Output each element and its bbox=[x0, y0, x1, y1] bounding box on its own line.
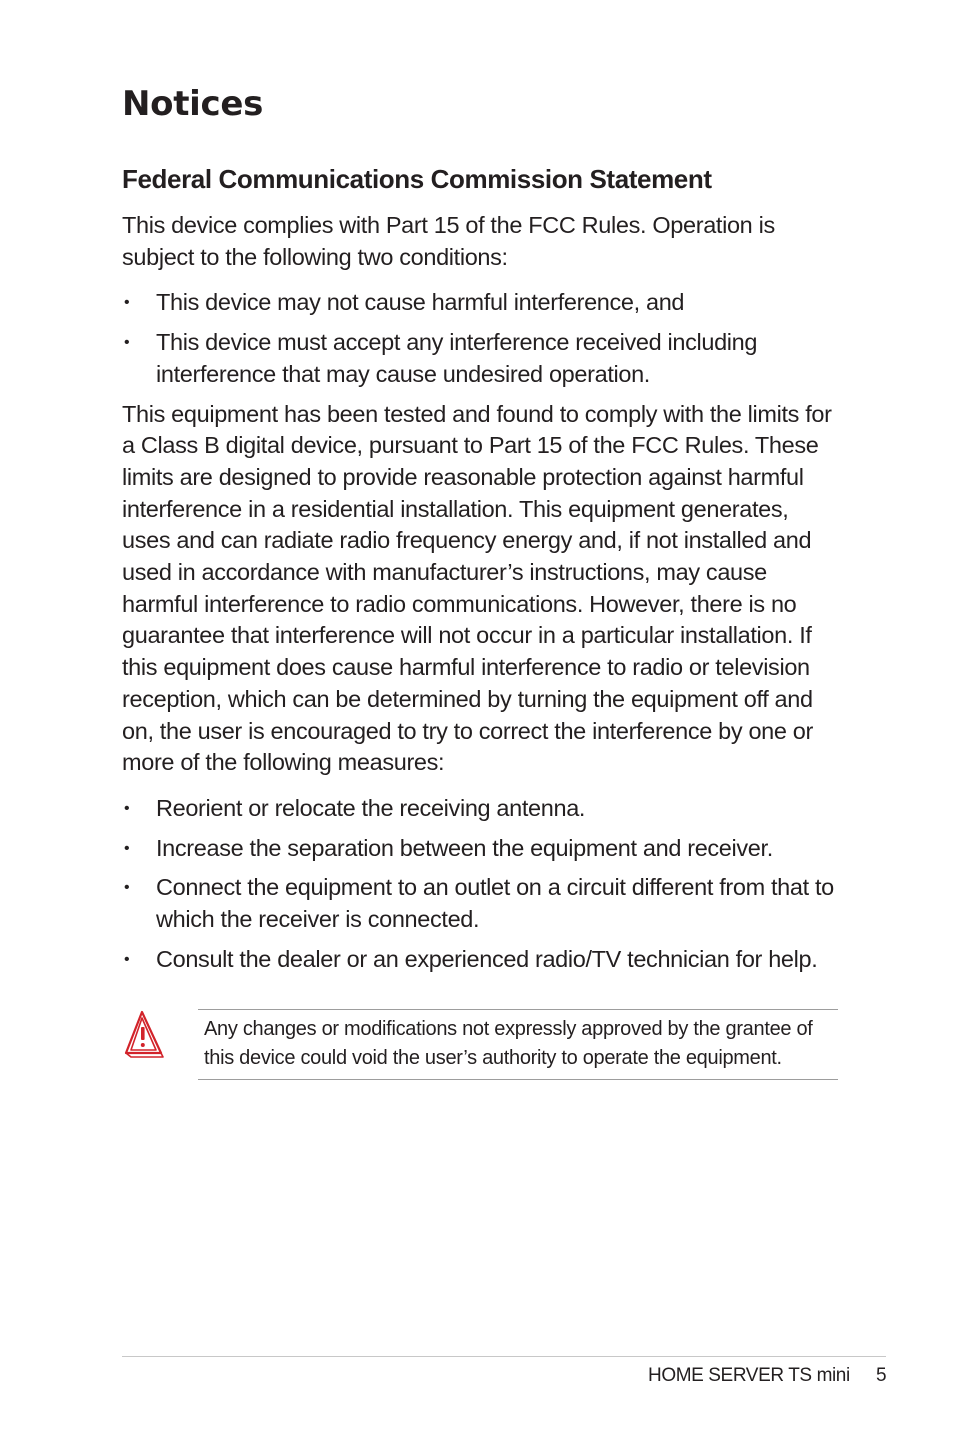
bullet: • bbox=[124, 799, 130, 817]
warning-triangle-icon bbox=[122, 1009, 166, 1059]
bullet: • bbox=[124, 334, 130, 352]
list-item bbox=[122, 327, 842, 390]
warning-note bbox=[122, 1009, 838, 1109]
measure-text: Reorient or relocate the receiving antenna. bbox=[156, 794, 586, 821]
condition-text: This device must accept any interference received including interference that may cause undesired operation. bbox=[156, 329, 758, 387]
bullet: • bbox=[124, 950, 130, 968]
fcc-statement-body bbox=[122, 210, 842, 983]
warning-text: Any changes or modifications not expressly approved by the grantee of this device could void the user’s authority to operate the equipment. bbox=[198, 1009, 838, 1080]
list-item bbox=[122, 833, 842, 865]
list-item bbox=[122, 793, 842, 825]
section-heading: Federal Communications Commission Statement bbox=[122, 164, 712, 194]
footer-divider bbox=[122, 1356, 886, 1357]
measure-text: Increase the separation between the equipment and receiver. bbox=[156, 834, 773, 861]
list-item bbox=[122, 872, 842, 935]
intro-paragraph: This device complies with Part 15 of the FCC Rules. Operation is subject to the following two conditions: bbox=[122, 212, 775, 270]
measures-list bbox=[122, 793, 842, 976]
condition-text: This device may not cause harmful interference, and bbox=[156, 289, 685, 316]
conditions-list bbox=[122, 287, 842, 390]
page-number: 5 bbox=[876, 1365, 887, 1386]
limits-paragraph: This equipment has been tested and found to comply with the limits for a Class B digital device, pursuant to Part 15 of the FCC Rules. These limits are designed to provide reasonable protection against harmful interference in a residential installation. This equipment generates, uses and can radiate radio frequency energy and, if not installed and used in accordance with manufacturer’s instructions, may cause harmful interference to radio communications. However, there is no guarantee that interference will not occur in a particular installation. If this equipment does cause harmful interference to radio or television reception, which can be determined by turning the equipment off and on, the user is encouraged to try to correct the interference by one or more of the following measures: bbox=[122, 400, 832, 776]
bullet: • bbox=[124, 879, 130, 897]
bullet: • bbox=[124, 294, 130, 312]
measure-text: Consult the dealer or an experienced radio/TV technician for help. bbox=[156, 945, 818, 972]
footer-title: HOME SERVER TS mini bbox=[648, 1365, 850, 1386]
list-item bbox=[122, 287, 842, 319]
list-item bbox=[122, 944, 842, 976]
measure-text: Connect the equipment to an outlet on a circuit different from that to which the receiver is connected. bbox=[156, 874, 834, 933]
bullet: • bbox=[124, 839, 130, 857]
page-title: Notices bbox=[122, 84, 264, 124]
